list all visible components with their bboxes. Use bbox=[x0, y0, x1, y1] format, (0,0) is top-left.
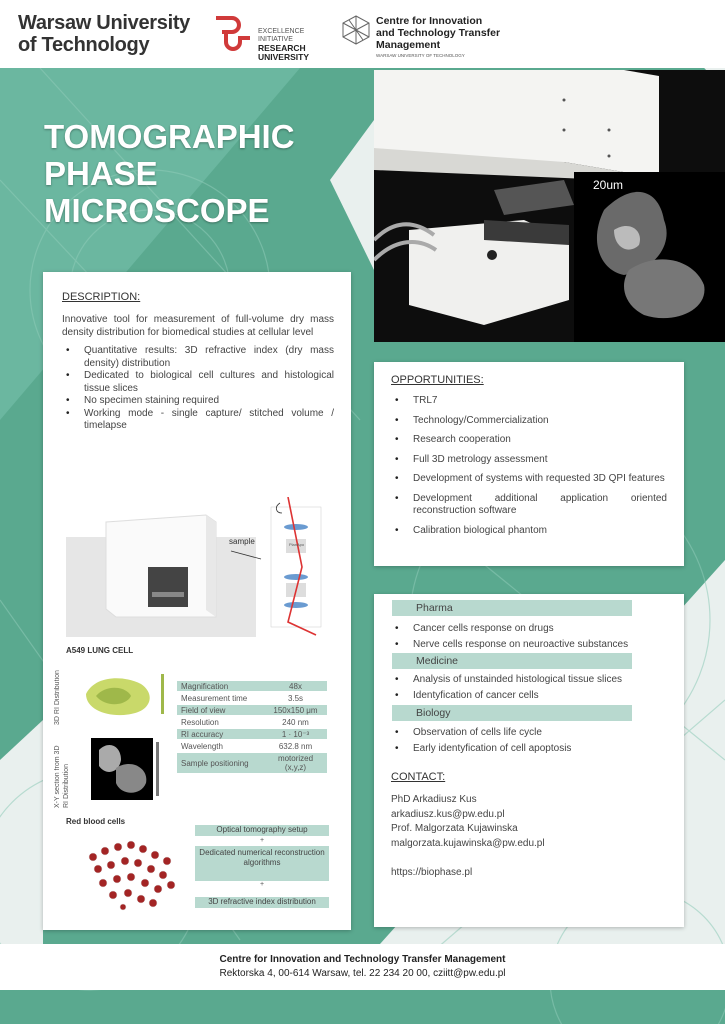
spec-label: Sample positioning bbox=[177, 753, 264, 773]
category-biology: Biology bbox=[392, 705, 632, 721]
spec-row bbox=[177, 693, 327, 703]
opportunity-item: • TRL7 bbox=[391, 395, 667, 408]
diagram-lens-label: PlanApo bbox=[289, 542, 305, 547]
spec-value: 48x bbox=[264, 681, 327, 691]
spec-value: 240 nm bbox=[282, 717, 309, 727]
contact-person-2: Prof. Malgorzata Kujawinska bbox=[391, 823, 518, 834]
opportunities-list bbox=[391, 395, 667, 537]
spec-label: RI accuracy bbox=[177, 729, 264, 739]
centre-line3: Management bbox=[376, 39, 441, 51]
applications-panel bbox=[374, 594, 684, 927]
title-line3: MICROSCOPE bbox=[44, 192, 270, 229]
flow-arrow-icon: + bbox=[260, 881, 265, 888]
description-panel bbox=[43, 272, 351, 930]
microscope-photo bbox=[374, 70, 725, 342]
spec-value: motorized (x,y,z) bbox=[264, 753, 327, 773]
medicine-item: • Analysis of unstainded histological tissue slices bbox=[391, 674, 644, 687]
scale-bar-label: 20um bbox=[592, 178, 623, 192]
spec-value: 150x150 μm bbox=[264, 705, 327, 715]
centre-subtitle: WARSAW UNIVERSITY OF TECHNOLOGY bbox=[376, 53, 465, 58]
flow-arrow-icon: + bbox=[260, 837, 265, 844]
spec-row bbox=[177, 681, 327, 691]
flow-step-2: Dedicated numerical reconstruction algorithms bbox=[195, 846, 329, 881]
xy-section-image bbox=[91, 738, 161, 800]
flow-step-3: 3D refractive index distribution bbox=[195, 897, 329, 908]
xy-section-axis-label: X-Y section from 3D RI Distribution bbox=[54, 745, 70, 808]
flow-step-1: Optical tomography setup bbox=[195, 825, 329, 836]
spec-value: 3.5s bbox=[287, 693, 304, 703]
footer-bar bbox=[0, 944, 725, 990]
spec-table bbox=[177, 679, 327, 775]
centre-line1: Centre for Innovation bbox=[376, 15, 483, 27]
contact-heading: CONTACT: bbox=[391, 771, 446, 783]
category-medicine: Medicine bbox=[392, 653, 632, 669]
contact-website-link[interactable]: https://biophase.pl bbox=[391, 867, 473, 878]
university-logo bbox=[18, 12, 190, 56]
contact-email-2[interactable]: malgorzata.kujawinska@pw.edu.pl bbox=[391, 837, 545, 849]
excellence-initiative-text bbox=[258, 28, 318, 62]
spec-row bbox=[177, 729, 327, 739]
centre-line2: and Technology Transfer bbox=[376, 27, 501, 39]
spec-label: Resolution bbox=[181, 717, 219, 727]
opportunity-item: • Full 3D metrology assessment bbox=[391, 454, 667, 467]
university-name-line1: Warsaw University bbox=[18, 12, 191, 34]
excellence-initiative-icon bbox=[212, 14, 254, 54]
spec-label: Wavelength bbox=[181, 741, 223, 751]
diagram-sample-label: sample bbox=[229, 537, 255, 546]
contact-email-1[interactable]: arkadiusz.kus@pw.edu.pl bbox=[391, 808, 505, 820]
medicine-item: • Identyfication of cancer cells bbox=[391, 690, 644, 703]
spec-row bbox=[177, 705, 327, 715]
excellence-line2: RESEARCH bbox=[258, 43, 306, 53]
ri-3d-render bbox=[71, 666, 171, 726]
opportunity-item: • Development of systems with requested 3D QPI features bbox=[391, 473, 667, 486]
spec-label: Magnification bbox=[177, 681, 264, 691]
device-diagram bbox=[66, 497, 326, 637]
pharma-item: • Cancer cells response on drugs bbox=[391, 623, 664, 636]
opportunities-panel bbox=[374, 362, 684, 566]
opportunity-item: • Development additional application oriented reconstruction software bbox=[391, 493, 667, 518]
biology-item: • Observation of cells life cycle bbox=[391, 727, 664, 740]
description-list bbox=[62, 345, 334, 433]
footer-organization: Centre for Innovation and Technology Transfer Management bbox=[219, 954, 506, 965]
pharma-list bbox=[391, 623, 664, 651]
header-bar bbox=[0, 0, 725, 68]
contact-block bbox=[391, 793, 684, 881]
title-line1: TOMOGRAPHIC bbox=[44, 118, 295, 155]
excellence-line1: EXCELLENCE INITIATIVE bbox=[258, 28, 305, 43]
biology-list bbox=[391, 727, 664, 755]
description-heading: DESCRIPTION: bbox=[62, 291, 141, 303]
centre-name bbox=[376, 15, 516, 51]
opportunity-item: • Research cooperation bbox=[391, 434, 667, 447]
a549-heading: A549 LUNG CELL bbox=[66, 646, 134, 655]
contact-person-1: PhD Arkadiusz Kus bbox=[391, 794, 477, 805]
opportunities-heading: OPPORTUNITIES: bbox=[391, 374, 484, 386]
spec-row bbox=[177, 717, 327, 727]
excellence-line3: UNIVERSITY bbox=[258, 52, 310, 62]
opportunity-item: • Technology/Commercialization bbox=[391, 415, 667, 428]
category-pharma: Pharma bbox=[392, 600, 632, 616]
title-line2: PHASE bbox=[44, 155, 158, 192]
university-name-line2: of Technology bbox=[18, 34, 150, 56]
spec-row bbox=[177, 741, 327, 751]
poster-title bbox=[44, 118, 295, 229]
footer-address: Rektorska 4, 00-614 Warsaw, tel. 22 234 20 00, cziitt@pw.edu.pl bbox=[219, 968, 506, 979]
spec-label: Field of view bbox=[177, 705, 264, 715]
centre-network-icon bbox=[340, 14, 372, 46]
red-blood-cells-image bbox=[83, 837, 183, 912]
description-bullet: • Dedicated to biological cell cultures and histological tissue slices bbox=[62, 370, 334, 395]
description-bullet: • Working mode - single capture/ stitched volume / timelapse bbox=[62, 408, 334, 433]
spec-row bbox=[177, 753, 327, 773]
biology-item: • Early identyfication of cell apoptosis bbox=[391, 743, 664, 756]
rbc-heading: Red blood cells bbox=[66, 817, 126, 826]
ri-distribution-axis-label: 3D RI Distribution bbox=[54, 670, 61, 725]
pharma-item: • Nerve cells response on neuroactive substances bbox=[391, 639, 664, 652]
spec-value: 1 · 10⁻³ bbox=[264, 729, 327, 739]
description-bullet: • Quantitative results: 3D refractive index (dry mass density) distribution bbox=[62, 345, 334, 370]
opportunity-item: • Calibration biological phantom bbox=[391, 525, 667, 538]
description-intro: Innovative tool for measurement of full-volume dry mass density distribution for biomedical studies at cellular level bbox=[62, 314, 334, 338]
spec-label: Measurement time bbox=[181, 693, 248, 703]
medicine-list bbox=[391, 674, 644, 702]
description-bullet: • No specimen staining required bbox=[62, 395, 334, 408]
spec-value: 632.8 nm bbox=[278, 741, 313, 751]
